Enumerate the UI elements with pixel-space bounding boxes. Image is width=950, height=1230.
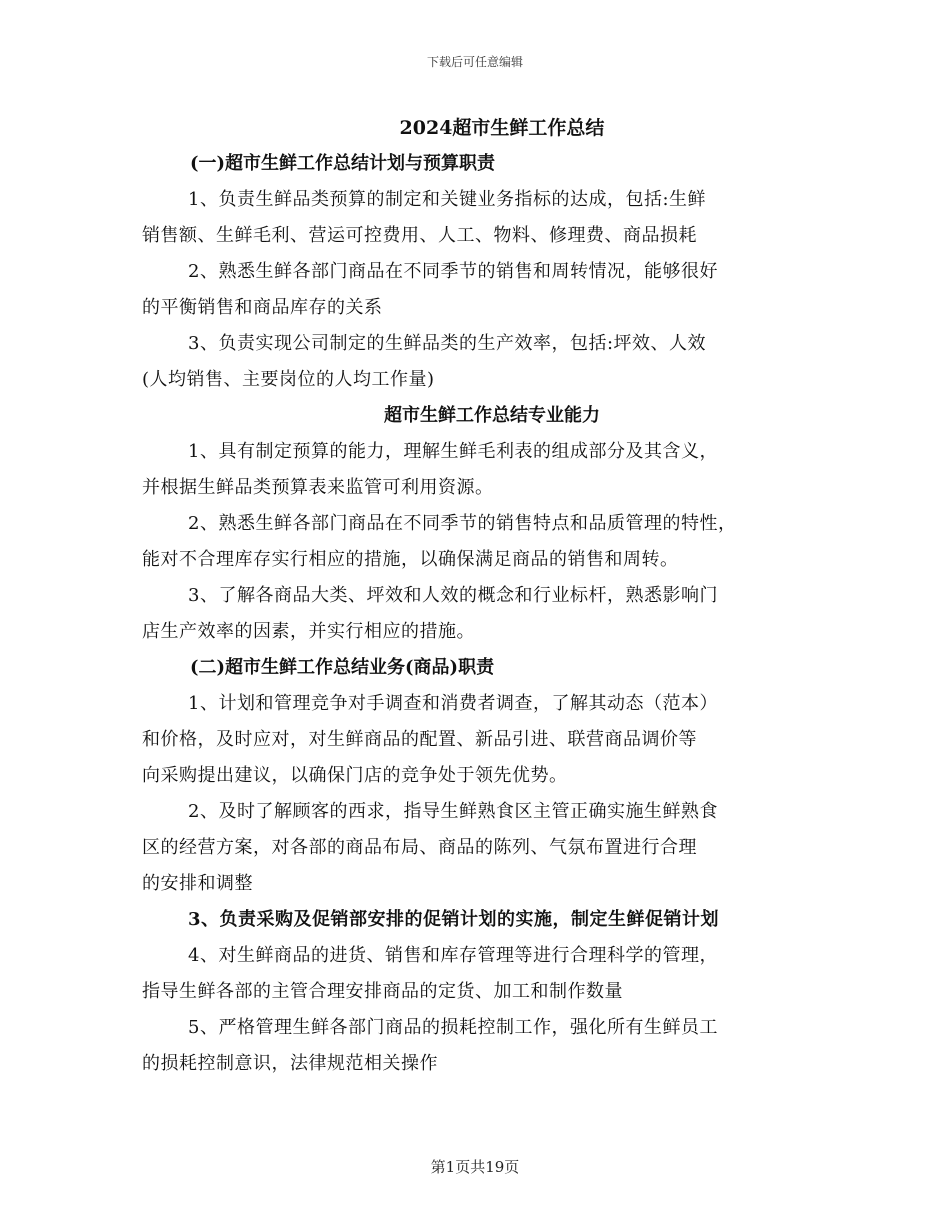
- paragraph-line: 5、严格管理生鲜各部门商品的损耗控制工作，强化所有生鲜员工: [188, 1017, 718, 1038]
- paragraph: [142, 434, 822, 506]
- paragraph-line: 能对不合理库存实行相应的措施，以确保满足商品的销售和周转。: [142, 549, 679, 570]
- paragraph: [142, 794, 822, 902]
- paragraph: [142, 578, 822, 650]
- paragraph-line: 并根据生鲜品类预算表来监管可利用资源。: [142, 477, 494, 498]
- paragraph-line: (人均销售、主要岗位的人均工作量): [142, 369, 435, 390]
- paragraph-line: 2、及时了解顾客的西求，指导生鲜熟食区主管正确实施生鲜熟食: [188, 801, 718, 822]
- paragraph-bold: [142, 902, 822, 938]
- paragraph-line: 2、熟悉生鲜各部门商品在不同季节的销售和周转情况，能够很好: [188, 261, 718, 282]
- paragraph-line: 区的经营方案，对各部的商品布局、商品的陈列、气氛布置进行合理: [142, 837, 697, 858]
- paragraph: [142, 1010, 822, 1082]
- paragraph-line: 3、负责实现公司制定的生鲜品类的生产效率，包括:坪效、人效: [188, 333, 707, 354]
- paragraph-line: 的平衡销售和商品库存的关系: [142, 297, 383, 318]
- paragraph-line: 向采购提出建议，以确保门店的竞争处于领先优势。: [142, 765, 568, 786]
- paragraph-line: 2、熟悉生鲜各部门商品在不同季节的销售特点和品质管理的特性，: [188, 513, 737, 534]
- paragraph: [142, 938, 822, 1010]
- section-heading-budget: (一)超市生鲜工作总结计划与预算职责: [190, 153, 496, 174]
- section-heading-business: (二)超市生鲜工作总结业务(商品)职责: [190, 657, 495, 678]
- paragraph-line: 4、对生鲜商品的进货、销售和库存管理等进行合理科学的管理，: [188, 945, 718, 966]
- paragraph-line: 的损耗控制意识，法律规范相关操作: [142, 1053, 438, 1074]
- header-note: 下载后可任意编辑: [426, 55, 523, 69]
- paragraph: [142, 254, 822, 326]
- paragraph-line: 1、计划和管理竞争对手调查和消费者调查，了解其动态（范本）: [188, 693, 718, 714]
- paragraph-line: 店生产效率的因素，并实行相应的措施。: [142, 621, 475, 642]
- paragraph-line: 指导生鲜各部的主管合理安排商品的定货、加工和制作数量: [142, 981, 623, 1002]
- paragraph: [142, 506, 822, 578]
- page-number-footer: 第1页共19页: [430, 1158, 520, 1176]
- paragraph-line: 3、了解各商品大类、坪效和人效的概念和行业标杆，熟悉影响门: [188, 585, 718, 606]
- document-body: [142, 110, 822, 1082]
- document-title: 2024超市生鲜工作总结: [399, 117, 605, 139]
- paragraph: [142, 686, 822, 794]
- paragraph-line: 和价格，及时应对，对生鲜商品的配置、新品引进、联营商品调价等: [142, 729, 697, 750]
- paragraph-line: 销售额、生鲜毛利、营运可控费用、人工、物料、修理费、商品损耗: [142, 225, 697, 246]
- paragraph-line: 1、具有制定预算的能力，理解生鲜毛利表的组成部分及其含义，: [188, 441, 718, 462]
- section-heading-ability: 超市生鲜工作总结专业能力: [384, 405, 600, 426]
- paragraph-line: 的安排和调整: [142, 873, 253, 894]
- paragraph: [142, 326, 822, 398]
- paragraph-line: 3、负责采购及促销部安排的促销计划的实施，制定生鲜促销计划: [188, 909, 720, 930]
- paragraph-line: 1、负责生鲜品类预算的制定和关键业务指标的达成，包括:生鲜: [188, 189, 707, 210]
- paragraph: [142, 182, 822, 254]
